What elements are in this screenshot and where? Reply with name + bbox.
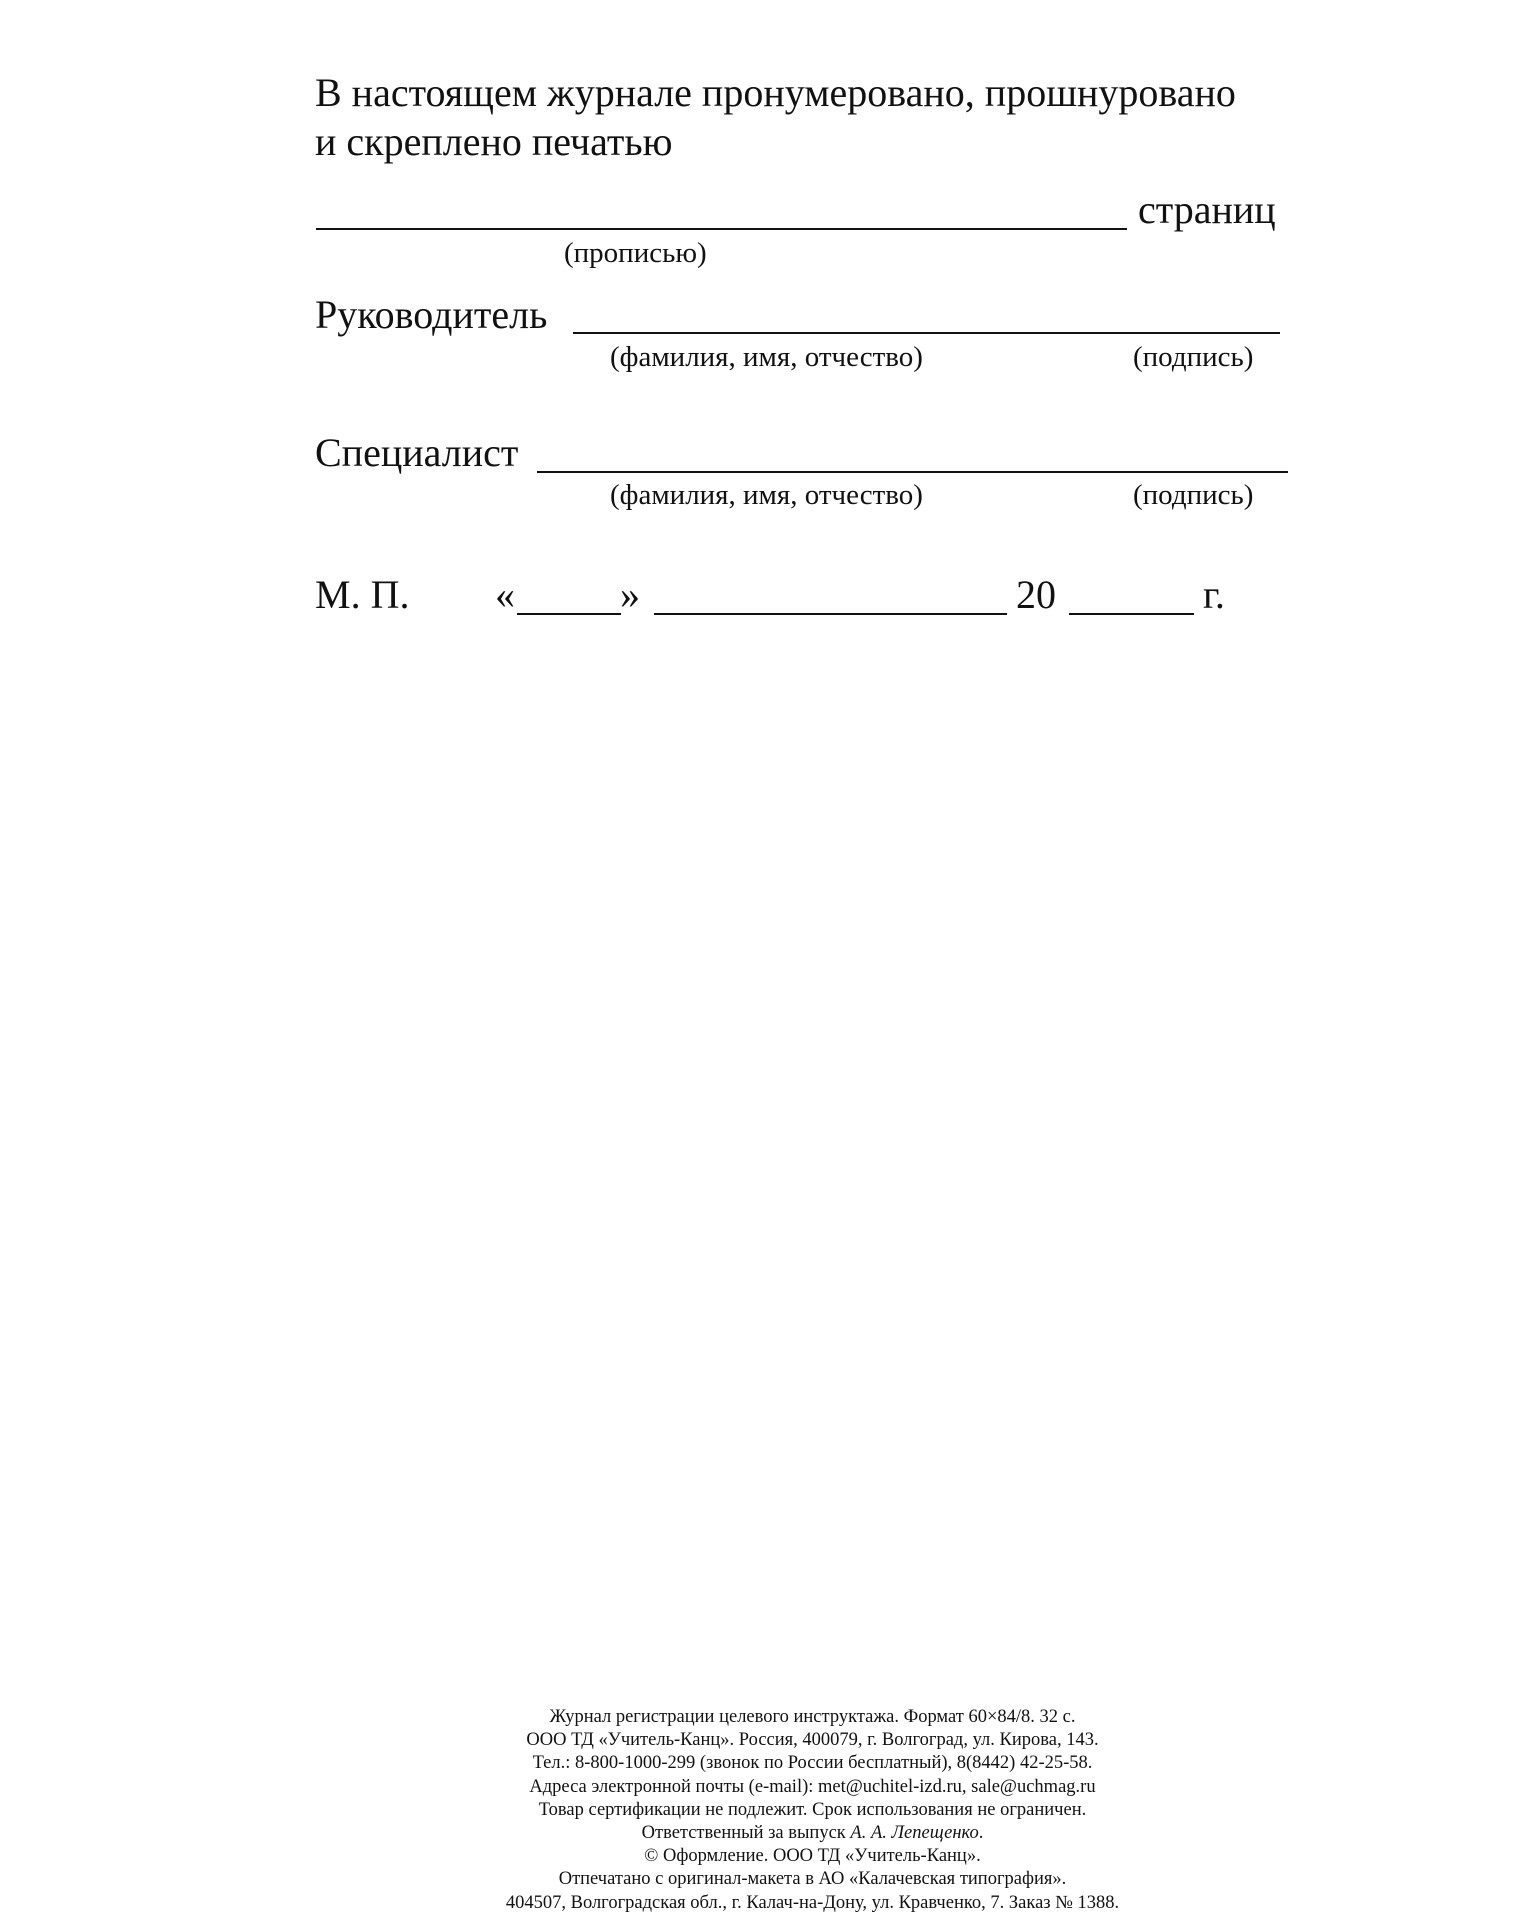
imprint-line-4: Адреса электронной почты (e-mail): met@uchitel-izd.ru, sale@uchmag.ru	[529, 1776, 1096, 1797]
pages-caption: (прописью)	[564, 237, 707, 269]
imprint-line-3: Тел.: 8-800-1000-299 (звонок по России бесплатный), 8(8442) 42-25-58.	[532, 1753, 1093, 1774]
pages-word: страниц	[1138, 187, 1276, 232]
manager-label: Руководитель	[315, 292, 548, 337]
manager-signature-caption: (подпись)	[1133, 341, 1254, 373]
responsible-suffix: .	[978, 1823, 984, 1844]
day-quote-open: «	[495, 572, 515, 617]
publisher-imprint	[0, 1706, 1529, 1915]
manager-name-caption: (фамилия, имя, отчество)	[610, 341, 923, 373]
century-label: 20	[1016, 572, 1056, 617]
day-field[interactable]	[517, 613, 621, 615]
imprint-line-9: 404507, Волгоградская обл., г. Калач-на-Дону, ул. Кравченко, 7. Заказ № 1388.	[505, 1892, 1120, 1913]
specialist-name-caption: (фамилия, имя, отчество)	[610, 479, 923, 511]
manager-signature-field[interactable]	[573, 332, 1280, 334]
imprint-line-8: Отпечатано с оригинал-макета в АО «Калачевская типография».	[558, 1869, 1067, 1890]
specialist-label: Специалист	[315, 430, 519, 475]
year-suffix: г.	[1203, 572, 1225, 617]
imprint-line-1: Журнал регистрации целевого инструктажа. Формат 60×84/8. 32 с.	[549, 1707, 1076, 1727]
certification-intro	[315, 68, 1315, 166]
intro-line-2: и скреплено печатью	[315, 119, 673, 164]
pages-count-field[interactable]	[316, 228, 1127, 230]
imprint-line-6	[0, 1822, 1529, 1845]
year-field[interactable]	[1069, 613, 1194, 615]
stamp-label: М. П.	[315, 572, 410, 617]
day-quote-close: »	[620, 572, 640, 617]
imprint-line-5: Товар сертификации не подлежит. Срок использования не ограничен.	[538, 1799, 1087, 1820]
specialist-signature-caption: (подпись)	[1133, 479, 1254, 511]
month-field[interactable]	[654, 613, 1007, 615]
responsible-name: А. А. Лепещенко	[850, 1823, 979, 1844]
imprint-line-7: © Оформление. ООО ТД «Учитель-Канц».	[644, 1846, 981, 1867]
responsible-prefix: Ответственный за выпуск	[641, 1823, 851, 1844]
imprint-line-2: ООО ТД «Учитель-Канц». Россия, 400079, г. Волгоград, ул. Кирова, 143.	[526, 1730, 1099, 1751]
specialist-signature-field[interactable]	[537, 471, 1288, 473]
intro-line-1: В настоящем журнале пронумеровано, прошнуровано	[315, 70, 1236, 115]
